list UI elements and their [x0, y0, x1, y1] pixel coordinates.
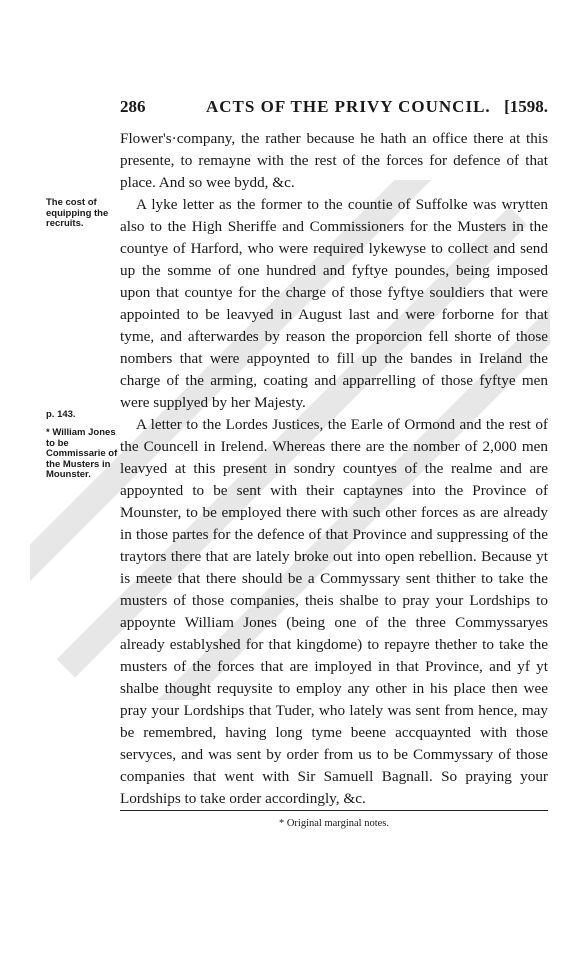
footnote: * Original marginal notes.	[278, 818, 390, 829]
page-number: 286	[120, 97, 146, 116]
margin-note-cost: The cost of equipping the recruits.	[46, 197, 109, 229]
paragraph-suffolke-letter: A lyke letter as the former to the countie of Suffolke was wrytten also to the High Sheriffe and Commissioners for the Musters in the countye of Harford, who were required lykewyse to collect and send up the somme of one hundred and fyftye poundes, being imposed upon that countye for the charge of those fyftye souldiers that were appointed to be leavyed in August last and were forborne for that tyme, and afterwardes by reason the proporcion fell shorte of those nombers that were appoynted to fill up the bandes in Ireland the charge of the arming, coating and apparrelling of those fyftye men were supplyed by her Majesty.	[120, 196, 548, 411]
header-year: [1598.	[504, 97, 548, 116]
running-header	[120, 97, 548, 119]
margin-note-william-jones: * William Jones to be Commissarie of the Musters in Mounster.	[46, 427, 118, 480]
margin-note-page-ref: p. 143.	[46, 409, 76, 420]
footnote-divider	[120, 810, 548, 811]
running-title: ACTS OF THE PRIVY COUNCIL.	[206, 97, 491, 116]
paragraph-continuation: Flower's·company, the rather because he hath an office there at this presente, to remayne with the rest of the forces for defence of that place. And so wee bydd, &c.	[120, 130, 548, 191]
paragraph-lordes-justices-letter: A letter to the Lordes Justices, the Earle of Ormond and the rest of the Councell in Irelend. Whereas there are the nomber of 2,000 men leavyed at this present in sondry countyes of the realme and are appoynted to be sent with their captaynes into the Province of Mounster, to be employed there with such other forces as are already in those partes for the defence of that Province and suppressing of the traytors there that are lately broke out into open rebellion. Because yt is meete that there should be a Commyssary sent thither to take the musters of those companies, theis shalbe to pray your Lordships to appoynte William Jones (being one of the three Commyssaryes already establyshed for that kingdome) to repayre thether to take the musters of the forces that are imployed in that Province, and yf yt shalbe thought requysite to employ any other in his place then wee pray your Lordships that Tuder, who lately was sent from hence, may be remembred, having long tyme beene accquaynted with those servyces, and was sent by order from us to be Commyssary of those companies that went with Sir Samuell Bagnall. So praying your Lordships to take order accordingly, &c.	[120, 416, 548, 807]
